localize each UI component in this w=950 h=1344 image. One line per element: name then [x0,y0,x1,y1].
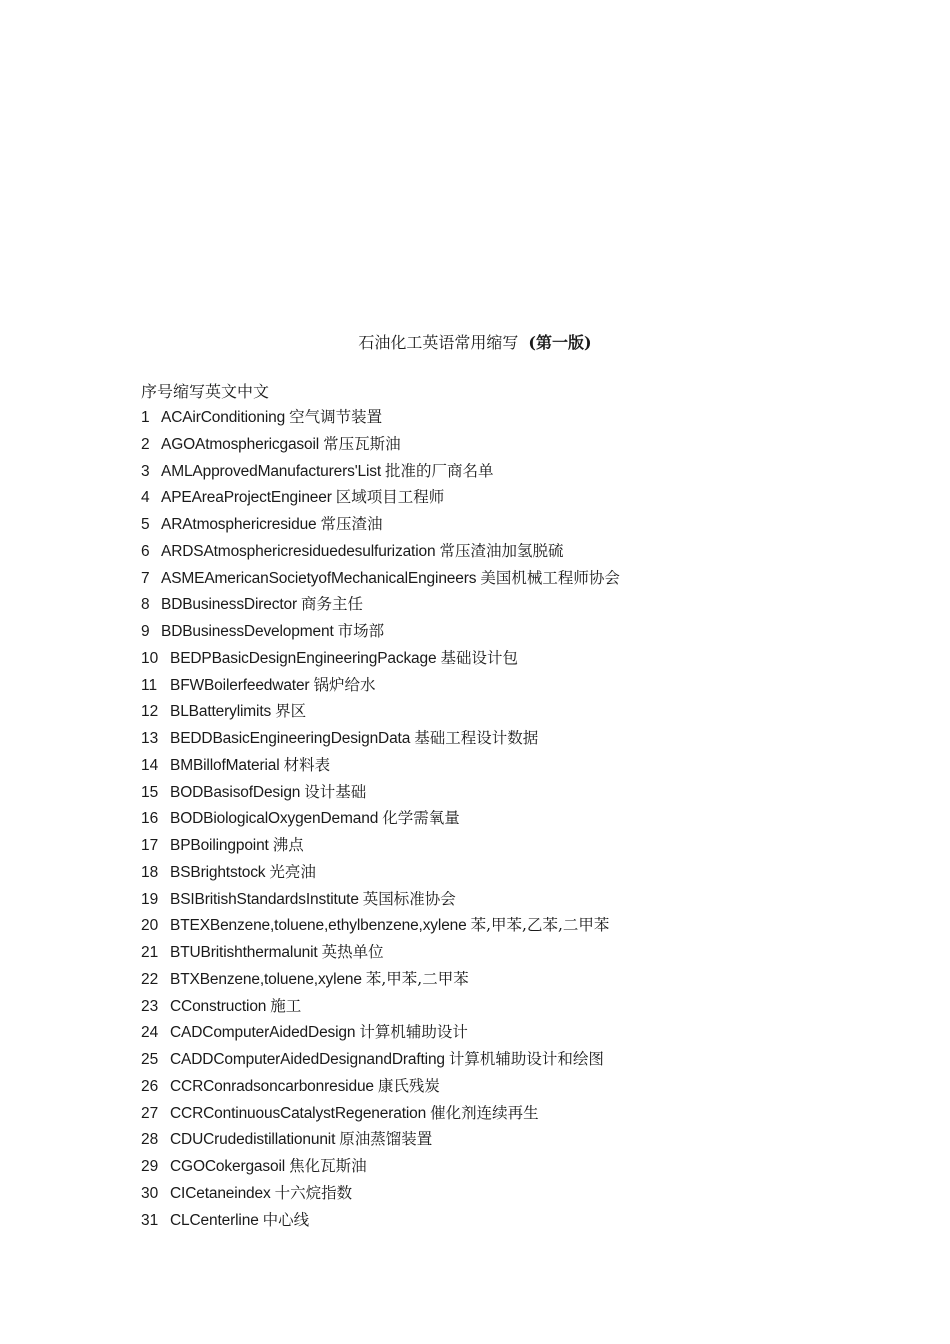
entry-number: 16 [141,810,159,828]
entry-chinese: 化学需氧量 [382,809,460,828]
entry-chinese: 十六烷指数 [274,1183,353,1202]
entry-chinese: 施工 [270,996,302,1015]
entry-chinese: 康氏残炭 [377,1076,440,1095]
entry-chinese: 基础设计包 [440,648,518,667]
entry-english: APEAreaProjectEngineer [161,489,332,507]
entry-chinese: 基础工程设计数据 [414,729,539,747]
entry-number: 31 [141,1211,159,1229]
entry-number: 10 [141,649,159,667]
entry-number: 24 [141,1024,159,1042]
list-item [141,511,620,538]
entry-number: 27 [141,1104,159,1122]
entry-english: ARDSAtmosphericresiduedesulfurization [161,542,436,560]
entry-english: CGOCokergasoil [170,1158,286,1175]
entry-chinese: 计算机辅助设计 [359,1023,468,1042]
list-item [141,912,620,939]
list-item [141,939,620,966]
entry-chinese: 常压渣油 [320,515,383,533]
list-item [141,966,620,993]
entry-number: 14 [141,756,159,774]
list-item [141,1073,620,1100]
entry-english: AMLApprovedManufacturers'List [161,462,382,480]
entry-english: CADComputerAidedDesign [170,1024,356,1042]
entry-number: 12 [141,703,159,721]
entry-number: 13 [141,730,159,747]
list-item [141,805,620,832]
entry-number: 17 [141,837,159,854]
entry-number: 7 [141,569,150,587]
entry-chinese: 常压瓦斯油 [323,434,401,453]
entry-number: 18 [141,863,159,881]
entry-chinese: 材料表 [283,755,331,774]
entry-number: 26 [141,1077,159,1095]
entry-english: BTXBenzene,toluene,xylene [170,970,362,988]
list-item [141,1100,620,1127]
abbreviation-list [141,404,620,1233]
entry-english: ACAirConditioning [161,409,286,426]
entry-english: BSBrightstock [170,863,266,881]
list-item [141,645,620,672]
entry-chinese: 批准的厂商名单 [385,461,494,480]
table-header: 序号缩写英文中文 [141,382,270,401]
entry-chinese: 光亮油 [269,862,316,881]
entry-english: BODBasisofDesign [170,783,301,801]
list-item [141,458,620,485]
list-item [141,725,620,752]
entry-chinese: 苯,甲苯,乙苯,二甲苯 [470,916,610,935]
entry-chinese: 常压渣油加氢脱硫 [439,541,564,560]
list-item [141,1207,620,1234]
entry-number: 8 [141,596,150,614]
entry-english: CICetaneindex [170,1184,271,1202]
list-item [141,431,620,458]
list-item [141,618,620,645]
entry-english: CDUCrudedistillationunit [170,1131,336,1149]
list-item [141,565,620,592]
list-item [141,538,620,565]
list-item [141,1180,620,1207]
entry-chinese: 苯,甲苯,二甲苯 [365,969,469,988]
list-item [141,886,620,913]
list-item [141,1019,620,1046]
entry-chinese: 界区 [275,702,307,721]
entry-number: 20 [141,917,159,935]
title-text: 石油化工英语常用缩写 [358,333,519,352]
entry-number: 21 [141,944,159,961]
document-title [0,331,950,355]
list-item [141,1046,620,1073]
entry-number: 9 [141,623,150,640]
list-item [141,993,620,1020]
entry-english: BSIBritishStandardsInstitute [170,890,359,908]
entry-number: 30 [141,1184,159,1202]
entry-english: BPBoilingpoint [170,837,269,854]
entry-chinese: 英热单位 [321,943,384,961]
list-item [141,698,620,725]
entry-english: BMBillofMaterial [170,756,280,774]
entry-english: CCRContinuousCatalystRegeneration [170,1104,427,1122]
entry-number: 5 [141,516,150,533]
entry-number: 1 [141,409,150,426]
list-item [141,1153,620,1180]
entry-english: ASMEAmericanSocietyofMechanicalEngineers [161,569,477,587]
entry-english: BDBusinessDirector [161,596,297,614]
entry-english: BTUBritishthermalunit [170,944,318,961]
entry-english: BEDDBasicEngineeringDesignData [170,730,411,747]
entry-number: 29 [141,1158,159,1175]
entry-number: 19 [141,890,159,908]
list-item [141,779,620,806]
list-item [141,752,620,779]
entry-number: 25 [141,1051,159,1068]
entry-english: CLCenterline [170,1211,259,1229]
entry-number: 28 [141,1131,159,1149]
entry-chinese: 空气调节装置 [289,408,383,426]
list-item [141,672,620,699]
list-item [141,404,620,431]
entry-chinese: 原油蒸馏装置 [339,1130,433,1149]
entry-chinese: 计算机辅助设计和绘图 [448,1050,604,1068]
entry-english: BEDPBasicDesignEngineeringPackage [170,649,437,667]
list-item [141,832,620,859]
entry-chinese: 区域项目工程师 [335,488,445,507]
entry-chinese: 设计基础 [304,782,367,801]
entry-english: BDBusinessDevelopment [161,623,334,640]
entry-chinese: 沸点 [272,836,304,854]
entry-chinese: 商务主任 [300,595,363,614]
entry-chinese: 美国机械工程师协会 [480,568,620,587]
entry-english: BTEXBenzene,toluene,ethylbenzene,xylene [170,917,467,935]
list-item [141,859,620,886]
entry-english: CConstruction [170,997,267,1015]
entry-number: 3 [141,462,150,480]
entry-english: CCRConradsoncarbonresidue [170,1077,374,1095]
entry-number: 4 [141,489,150,507]
entry-english: BODBiologicalOxygenDemand [170,810,379,828]
entry-english: AGOAtmosphericgasoil [161,435,320,453]
entry-english: ARAtmosphericresidue [161,516,317,533]
entry-number: 22 [141,970,159,988]
entry-chinese: 焦化瓦斯油 [289,1157,367,1175]
entry-chinese: 中心线 [262,1210,310,1229]
entry-number: 11 [141,676,158,694]
list-item [141,1126,620,1153]
entry-english: CADDComputerAidedDesignandDrafting [170,1051,445,1068]
entry-chinese: 催化剂连续再生 [430,1103,539,1122]
entry-number: 2 [141,435,150,453]
entry-chinese: 英国标准协会 [362,889,456,908]
list-item [141,484,620,511]
entry-number: 23 [141,997,159,1015]
title-edition: (第一版) [528,333,592,352]
entry-number: 15 [141,783,159,801]
entry-chinese: 市场部 [337,622,385,640]
entry-english: BLBatterylimits [170,703,272,721]
list-item [141,591,620,618]
entry-chinese: 锅炉给水 [313,675,376,694]
entry-number: 6 [141,542,150,560]
entry-english: BFWBoilerfeedwater [170,676,310,694]
